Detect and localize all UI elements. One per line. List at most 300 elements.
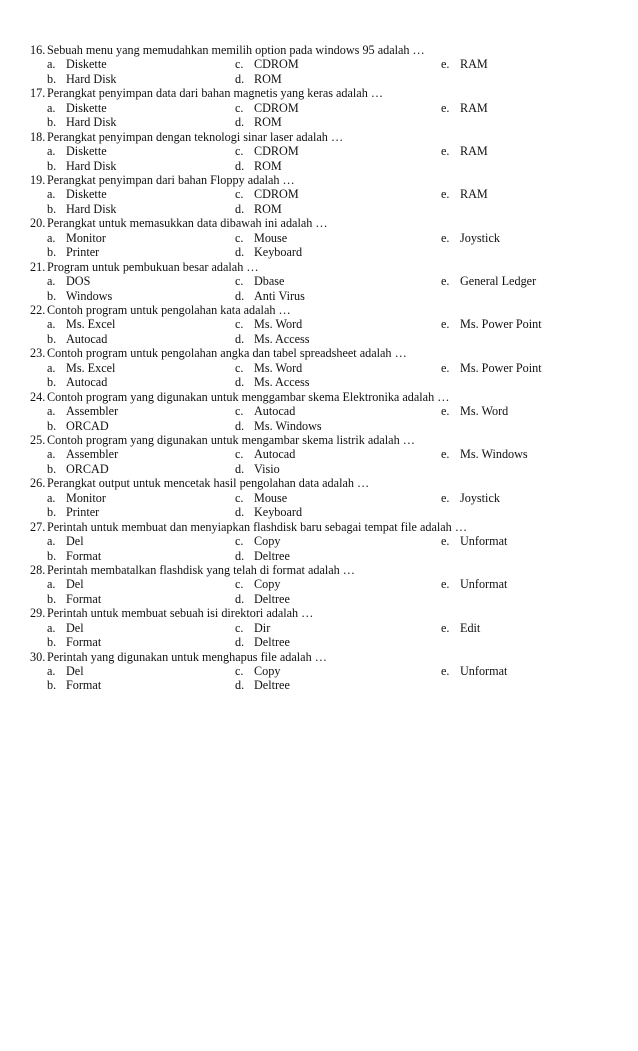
option-letter: b. (47, 158, 57, 173)
option-d (235, 419, 322, 433)
option-text: Copy (254, 577, 281, 592)
option-letter: a. (47, 100, 56, 115)
option-letter: e. (441, 447, 450, 462)
option-text: DOS (66, 274, 91, 289)
option-e (441, 447, 528, 461)
question-line (30, 43, 638, 57)
option-c (235, 664, 280, 678)
option-text: Dir (254, 620, 271, 635)
option-letter: b. (47, 461, 57, 476)
option-letter: b. (47, 115, 57, 130)
option-letter: a. (47, 187, 56, 202)
option-letter: a. (47, 664, 56, 679)
option-a (47, 447, 118, 461)
question-line (30, 433, 638, 447)
option-text: Ms. Word (460, 404, 509, 419)
option-text: RAM (460, 57, 488, 72)
option-letter: c. (235, 317, 244, 332)
option-letter: e. (441, 230, 450, 245)
option-d (235, 245, 302, 259)
option-d (235, 505, 302, 519)
options-row-1 (30, 317, 638, 331)
option-text: Hard Disk (66, 115, 117, 130)
option-e (441, 404, 508, 418)
option-letter: b. (47, 375, 57, 390)
option-text: CDROM (254, 144, 299, 159)
option-text: Format (66, 678, 102, 693)
option-text: Autocad (254, 447, 296, 462)
option-b (47, 635, 101, 649)
options-row-2 (30, 289, 638, 303)
option-text: Del (66, 620, 84, 635)
options-row-2 (30, 115, 638, 129)
option-text: RAM (460, 187, 488, 202)
question-number: 18. (30, 129, 46, 144)
option-letter: e. (441, 187, 450, 202)
option-d (235, 678, 290, 692)
option-letter: d. (235, 591, 245, 606)
question-item (30, 86, 638, 129)
question-text: Contoh program yang digunakan untuk mengambar skema listrik adalah … (47, 432, 415, 447)
question-item (30, 303, 638, 346)
option-text: Deltree (254, 548, 290, 563)
option-letter: a. (47, 360, 56, 375)
options-row-2 (30, 332, 638, 346)
option-letter: d. (235, 331, 245, 346)
question-text: Perangkat penyimpan dari bahan Floppy adalah … (47, 172, 295, 187)
option-text: Ms. Excel (66, 317, 116, 332)
option-d (235, 462, 280, 476)
option-a (47, 57, 107, 71)
option-letter: b. (47, 678, 57, 693)
option-text: CDROM (254, 187, 299, 202)
option-d (235, 635, 290, 649)
option-text: Visio (254, 461, 280, 476)
option-text: Ms. Power Point (460, 317, 542, 332)
question-line (30, 260, 638, 274)
option-text: General Ledger (460, 274, 537, 289)
option-c (235, 361, 302, 375)
option-letter: d. (235, 245, 245, 260)
option-e (441, 187, 488, 201)
option-d (235, 289, 305, 303)
option-text: Unformat (460, 664, 508, 679)
option-text: Diskette (66, 57, 107, 72)
option-letter: d. (235, 635, 245, 650)
option-text: Ms. Access (254, 375, 310, 390)
options-row-1 (30, 621, 638, 635)
question-item (30, 476, 638, 519)
question-text: Contoh program untuk pengolahan kata adalah … (47, 302, 291, 317)
option-text: Hard Disk (66, 71, 117, 86)
option-text: Diskette (66, 100, 107, 115)
option-a (47, 621, 84, 635)
option-text: Autocad (66, 331, 108, 346)
option-text: Unformat (460, 534, 508, 549)
option-letter: a. (47, 534, 56, 549)
option-text: Autocad (254, 404, 296, 419)
option-letter: b. (47, 71, 57, 86)
options-row-2 (30, 72, 638, 86)
option-e (441, 361, 542, 375)
question-line (30, 130, 638, 144)
question-text: Perangkat penyimpan data dari bahan magnetis yang keras adalah … (47, 86, 384, 101)
option-d (235, 592, 290, 606)
option-text: Mouse (254, 230, 288, 245)
option-letter: e. (441, 144, 450, 159)
option-letter: c. (235, 100, 244, 115)
options-row-2 (30, 419, 638, 433)
option-text: Hard Disk (66, 201, 117, 216)
option-c (235, 101, 299, 115)
option-text: Printer (66, 505, 100, 520)
option-c (235, 317, 302, 331)
option-letter: c. (235, 577, 244, 592)
option-c (235, 491, 287, 505)
option-letter: a. (47, 490, 56, 505)
option-text: Format (66, 591, 102, 606)
question-text: Perangkat untuk memasukkan data dibawah ini adalah … (47, 216, 328, 231)
option-c (235, 447, 295, 461)
options-row-1 (30, 274, 638, 288)
option-b (47, 332, 107, 346)
option-b (47, 462, 109, 476)
question-number: 27. (30, 519, 46, 534)
option-d (235, 202, 282, 216)
question-item (30, 606, 638, 649)
option-letter: b. (47, 418, 57, 433)
option-e (441, 231, 500, 245)
question-number: 22. (30, 302, 46, 317)
option-letter: d. (235, 71, 245, 86)
question-item (30, 650, 638, 693)
question-text: Program untuk pembukuan besar adalah … (47, 259, 259, 274)
option-letter: b. (47, 331, 57, 346)
option-letter: b. (47, 505, 57, 520)
option-text: Diskette (66, 187, 107, 202)
option-text: Unformat (460, 577, 508, 592)
option-text: Edit (460, 620, 481, 635)
question-item (30, 346, 638, 389)
option-letter: c. (235, 664, 244, 679)
option-letter: d. (235, 548, 245, 563)
option-b (47, 72, 116, 86)
options-row-2 (30, 505, 638, 519)
option-text: Mouse (254, 490, 288, 505)
question-number: 25. (30, 432, 46, 447)
option-a (47, 491, 106, 505)
options-row-2 (30, 202, 638, 216)
question-number: 26. (30, 476, 46, 491)
option-c (235, 534, 280, 548)
options-row-1 (30, 231, 638, 245)
option-a (47, 187, 107, 201)
option-e (441, 317, 542, 331)
option-text: ORCAD (66, 418, 109, 433)
option-text: RAM (460, 144, 488, 159)
option-text: Assembler (66, 447, 119, 462)
option-e (441, 534, 507, 548)
option-text: ROM (254, 71, 282, 86)
question-line (30, 390, 638, 404)
options-row-2 (30, 635, 638, 649)
option-text: Ms. Windows (254, 418, 322, 433)
option-text: Assembler (66, 404, 119, 419)
option-letter: d. (235, 678, 245, 693)
option-letter: a. (47, 317, 56, 332)
option-a (47, 534, 84, 548)
options-row-1 (30, 491, 638, 505)
question-line (30, 86, 638, 100)
option-letter: e. (441, 100, 450, 115)
question-number: 16. (30, 43, 46, 57)
option-c (235, 404, 295, 418)
option-text: Windows (66, 288, 113, 303)
question-text: Perintah membatalkan flashdisk yang telah di format adalah … (47, 562, 355, 577)
question-text: Contoh program untuk pengolahan angka dan tabel spreadsheet adalah … (47, 346, 407, 361)
question-number: 21. (30, 259, 46, 274)
option-d (235, 72, 282, 86)
option-letter: e. (441, 317, 450, 332)
options-row-1 (30, 664, 638, 678)
options-row-2 (30, 159, 638, 173)
option-text: Joystick (460, 230, 500, 245)
question-line (30, 650, 638, 664)
option-text: Format (66, 635, 102, 650)
options-row-2 (30, 375, 638, 389)
option-text: Keyboard (254, 505, 303, 520)
options-row-2 (30, 678, 638, 692)
option-letter: e. (441, 490, 450, 505)
option-letter: c. (235, 360, 244, 375)
options-row-1 (30, 187, 638, 201)
question-text: Perintah untuk membuat sebuah isi direktori adalah … (47, 606, 314, 621)
option-text: Del (66, 664, 84, 679)
option-text: ORCAD (66, 461, 109, 476)
option-d (235, 115, 282, 129)
option-text: CDROM (254, 57, 299, 72)
options-row-2 (30, 462, 638, 476)
question-number: 19. (30, 172, 46, 187)
option-letter: e. (441, 664, 450, 679)
question-number: 20. (30, 216, 46, 231)
option-text: Copy (254, 664, 281, 679)
options-row-1 (30, 534, 638, 548)
question-item (30, 130, 638, 173)
question-text: Perintah yang digunakan untuk menghapus file adalah … (47, 649, 327, 664)
option-c (235, 57, 299, 71)
option-text: Hard Disk (66, 158, 117, 173)
option-b (47, 375, 107, 389)
question-item (30, 43, 638, 86)
option-letter: c. (235, 144, 244, 159)
option-text: ROM (254, 158, 282, 173)
question-text: Perintah untuk membuat dan menyiapkan flashdisk baru sebagai tempat file adalah … (47, 519, 468, 534)
option-b (47, 549, 101, 563)
option-letter: a. (47, 144, 56, 159)
option-letter: e. (441, 534, 450, 549)
option-c (235, 621, 270, 635)
question-line (30, 563, 638, 577)
option-a (47, 404, 118, 418)
option-e (441, 664, 507, 678)
option-b (47, 115, 116, 129)
option-letter: b. (47, 288, 57, 303)
question-text: Sebuah menu yang memudahkan memilih option pada windows 95 adalah … (47, 43, 425, 57)
option-c (235, 577, 280, 591)
option-text: Monitor (66, 490, 106, 505)
option-letter: c. (235, 57, 244, 72)
question-line (30, 606, 638, 620)
question-number: 17. (30, 86, 46, 101)
option-text: Ms. Excel (66, 360, 116, 375)
option-e (441, 274, 536, 288)
option-letter: b. (47, 201, 57, 216)
question-item (30, 520, 638, 563)
option-text: Ms. Access (254, 331, 310, 346)
option-letter: a. (47, 620, 56, 635)
option-text: Copy (254, 534, 281, 549)
question-text: Perangkat output untuk mencetak hasil pengolahan data adalah … (47, 476, 370, 491)
option-letter: a. (47, 577, 56, 592)
option-letter: b. (47, 548, 57, 563)
option-b (47, 419, 109, 433)
question-line (30, 476, 638, 490)
question-number: 29. (30, 606, 46, 621)
option-letter: a. (47, 404, 56, 419)
option-d (235, 375, 310, 389)
question-number: 23. (30, 346, 46, 361)
option-b (47, 202, 116, 216)
option-letter: e. (441, 404, 450, 419)
option-text: ROM (254, 115, 282, 130)
option-letter: c. (235, 490, 244, 505)
options-row-1 (30, 101, 638, 115)
options-row-1 (30, 57, 638, 71)
option-text: Deltree (254, 635, 290, 650)
option-b (47, 678, 101, 692)
options-row-1 (30, 144, 638, 158)
option-e (441, 621, 480, 635)
option-a (47, 144, 107, 158)
option-a (47, 101, 107, 115)
option-letter: e. (441, 360, 450, 375)
option-text: Joystick (460, 490, 500, 505)
option-letter: c. (235, 620, 244, 635)
option-d (235, 332, 310, 346)
question-item (30, 563, 638, 606)
option-text: Printer (66, 245, 100, 260)
options-row-1 (30, 577, 638, 591)
option-text: Del (66, 534, 84, 549)
question-item (30, 433, 638, 476)
option-letter: a. (47, 230, 56, 245)
option-a (47, 274, 90, 288)
option-c (235, 144, 299, 158)
option-letter: d. (235, 201, 245, 216)
option-e (441, 57, 488, 71)
option-text: Monitor (66, 230, 106, 245)
option-b (47, 159, 116, 173)
option-e (441, 101, 488, 115)
option-letter: b. (47, 635, 57, 650)
option-letter: e. (441, 620, 450, 635)
option-text: Keyboard (254, 245, 303, 260)
options-row-1 (30, 404, 638, 418)
option-b (47, 592, 101, 606)
option-letter: c. (235, 534, 244, 549)
option-letter: c. (235, 230, 244, 245)
option-letter: d. (235, 418, 245, 433)
option-letter: b. (47, 591, 57, 606)
option-letter: a. (47, 447, 56, 462)
question-number: 28. (30, 562, 46, 577)
option-text: Anti Virus (254, 288, 305, 303)
option-text: RAM (460, 100, 488, 115)
question-line (30, 303, 638, 317)
options-row-1 (30, 447, 638, 461)
question-number: 24. (30, 389, 46, 404)
option-letter: d. (235, 158, 245, 173)
options-row-2 (30, 549, 638, 563)
option-text: Dbase (254, 274, 285, 289)
option-a (47, 317, 115, 331)
question-line (30, 216, 638, 230)
option-e (441, 491, 500, 505)
option-letter: d. (235, 461, 245, 476)
option-letter: b. (47, 245, 57, 260)
option-e (441, 144, 488, 158)
option-text: Ms. Power Point (460, 360, 542, 375)
option-text: ROM (254, 201, 282, 216)
options-row-1 (30, 361, 638, 375)
option-letter: a. (47, 274, 56, 289)
option-letter: a. (47, 57, 56, 72)
option-b (47, 505, 99, 519)
option-text: Deltree (254, 591, 290, 606)
option-a (47, 664, 84, 678)
question-item (30, 173, 638, 216)
option-letter: c. (235, 447, 244, 462)
option-letter: c. (235, 404, 244, 419)
option-letter: e. (441, 577, 450, 592)
option-letter: d. (235, 288, 245, 303)
option-letter: c. (235, 274, 244, 289)
option-b (47, 245, 99, 259)
option-a (47, 361, 115, 375)
option-text: Ms. Word (254, 360, 303, 375)
question-item (30, 216, 638, 259)
question-text: Perangkat penyimpan dengan teknologi sinar laser adalah … (47, 129, 344, 144)
option-d (235, 159, 282, 173)
option-letter: d. (235, 505, 245, 520)
option-letter: d. (235, 115, 245, 130)
question-text: Contoh program yang digunakan untuk menggambar skema Elektronika adalah … (47, 389, 450, 404)
option-text: Autocad (66, 375, 108, 390)
option-d (235, 549, 290, 563)
option-a (47, 577, 84, 591)
option-b (47, 289, 112, 303)
question-line (30, 173, 638, 187)
option-a (47, 231, 106, 245)
options-row-2 (30, 245, 638, 259)
option-text: Ms. Windows (460, 447, 528, 462)
option-text: CDROM (254, 100, 299, 115)
question-item (30, 390, 638, 433)
option-text: Del (66, 577, 84, 592)
option-letter: e. (441, 57, 450, 72)
question-item (30, 260, 638, 303)
